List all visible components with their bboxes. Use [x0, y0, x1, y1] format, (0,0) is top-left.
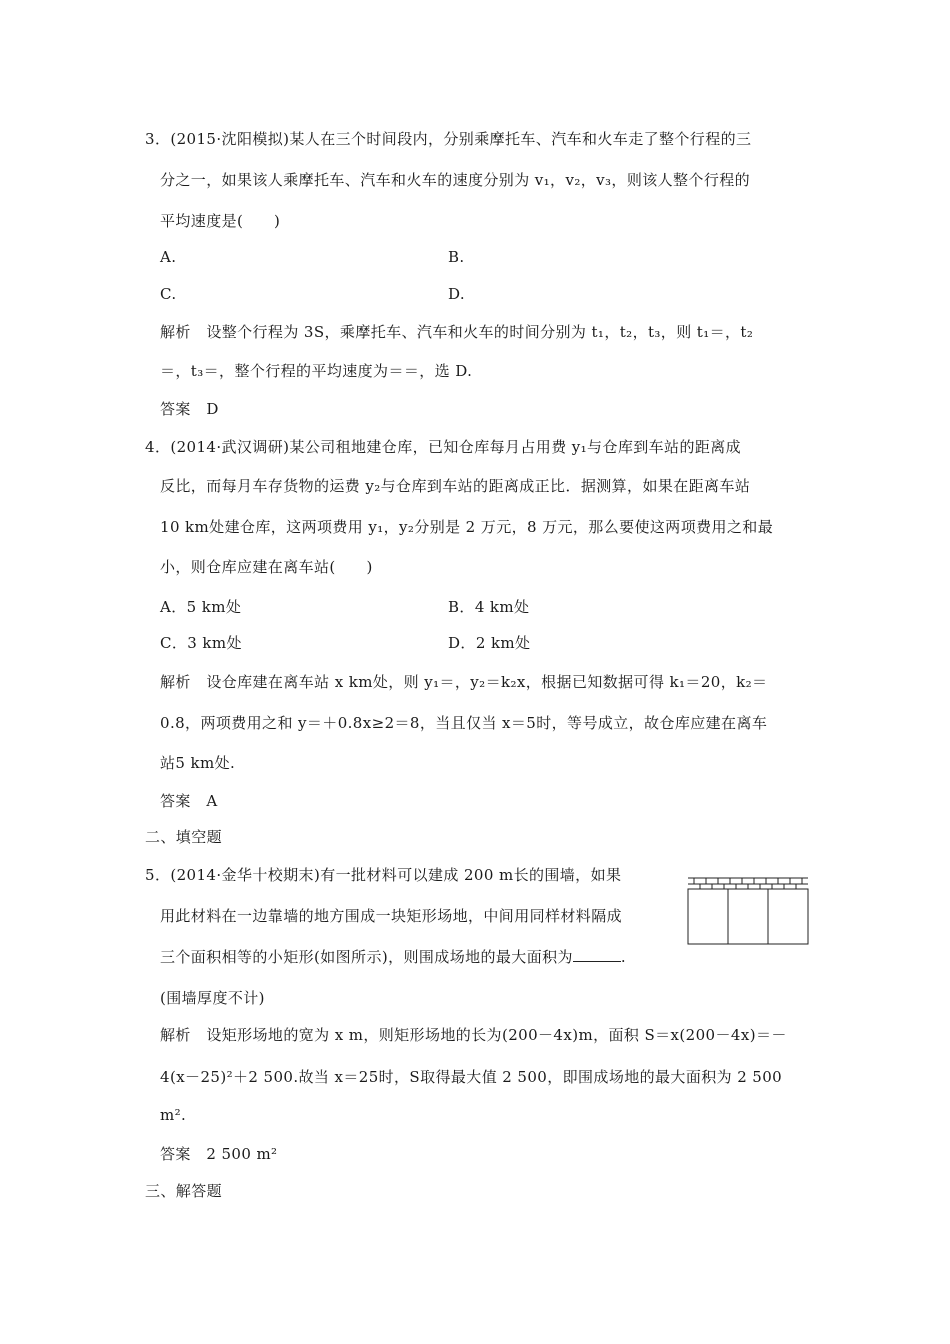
- q3-analysis-line1: [160, 321, 753, 342]
- analysis-label: 解析: [160, 673, 191, 691]
- q3-stem-line3: 平均速度是( ): [160, 212, 281, 230]
- q3-stem-line2: 分之一，如果该人乘摩托车、汽车和火车的速度分别为 v₁，v₂，v₃，则该人整个行程的: [160, 171, 751, 189]
- q4-option-d: D．2 km处: [448, 634, 531, 652]
- analysis-text: 设仓库建在离车站 x km处，则 y₁＝，y₂＝k₂x，根据已知数据可得 k₁＝20，k₂＝: [206, 673, 768, 691]
- q4-option-c: C．3 km处: [160, 634, 242, 652]
- section-heading-fill-in: 二、填空题: [145, 828, 223, 846]
- analysis-text: 设矩形场地的宽为 x m，则矩形场地的长为(200－4x)m，面积 S＝x(200－4x)＝－: [206, 1026, 787, 1044]
- q5-stem-line2: 用此材料在一边靠墙的地方围成一块矩形场地，中间用同样材料隔成: [160, 907, 623, 925]
- q4-option-a: A．5 km处: [160, 598, 242, 616]
- q3-stem-line1: 3．(2015·沈阳模拟)某人在三个时间段内，分别乘摩托车、汽车和火车走了整个行程的三: [145, 130, 752, 148]
- answer-label: 答案: [160, 400, 191, 418]
- section-heading-answer: 三、解答题: [145, 1182, 223, 1200]
- q5-stem-text: 三个面积相等的小矩形(如图所示)，则围成场地的最大面积为: [160, 948, 573, 966]
- q4-option-b: B．4 km处: [448, 598, 530, 616]
- q4-analysis-line1: [160, 671, 767, 692]
- q4-stem-line4: 小，则仓库应建在离车站( ): [160, 558, 373, 576]
- q4-answer: [160, 790, 218, 811]
- q3-option-c: C.: [160, 285, 177, 303]
- q5-analysis-line3: m².: [160, 1106, 187, 1124]
- q5-analysis-line1: [160, 1024, 787, 1045]
- answer-blank: [573, 947, 621, 962]
- analysis-label: 解析: [160, 1026, 191, 1044]
- q5-answer: [160, 1143, 277, 1164]
- q3-option-d: D.: [448, 285, 466, 303]
- q3-option-b: B.: [448, 248, 465, 266]
- q3-option-a: A.: [160, 248, 177, 266]
- analysis-text: 设整个行程为 3S，乘摩托车、汽车和火车的时间分别为 t₁，t₂，t₃，则 t₁＝，t₂: [206, 323, 754, 341]
- answer-value: A: [206, 792, 218, 810]
- wall-enclosure-figure: [686, 876, 810, 946]
- q5-stem-line1: 5．(2014·金华十校期末)有一批材料可以建成 200 m长的围墙，如果: [145, 866, 622, 884]
- q5-stem-line4: (围墙厚度不计): [160, 989, 265, 1007]
- q4-analysis-line3: 站5 km处.: [160, 754, 236, 772]
- q4-stem-line2: 反比，而每月车存货物的运费 y₂与仓库到车站的距离成正比．据测算，如果在距离车站: [160, 477, 751, 495]
- q3-answer: [160, 398, 219, 419]
- q5-stem-line3: [160, 946, 626, 967]
- answer-value: 2 500 m²: [206, 1145, 278, 1163]
- q4-stem-line1: 4．(2014·武汉调研)某公司租地建仓库，已知仓库每月占用费 y₁与仓库到车站的距离成: [145, 438, 742, 456]
- answer-label: 答案: [160, 792, 191, 810]
- q5-analysis-line2: 4(x－25)²＋2 500.故当 x＝25时，S取得最大值 2 500，即围成场地的最大面积为 2 500: [160, 1068, 783, 1086]
- q5-stem-period: .: [620, 948, 627, 966]
- answer-label: 答案: [160, 1145, 191, 1163]
- q4-analysis-line2: 0.8，两项费用之和 y＝＋0.8x≥2＝8，当且仅当 x＝5时，等号成立，故仓库应建在离车: [160, 714, 768, 732]
- answer-value: D: [206, 400, 219, 418]
- analysis-label: 解析: [160, 323, 191, 341]
- q4-stem-line3: 10 km处建仓库，这两项费用 y₁，y₂分别是 2 万元，8 万元，那么要使这两项费用之和最: [160, 518, 774, 536]
- q3-analysis-line2: ＝，t₃＝，整个行程的平均速度为＝＝，选 D.: [160, 362, 473, 380]
